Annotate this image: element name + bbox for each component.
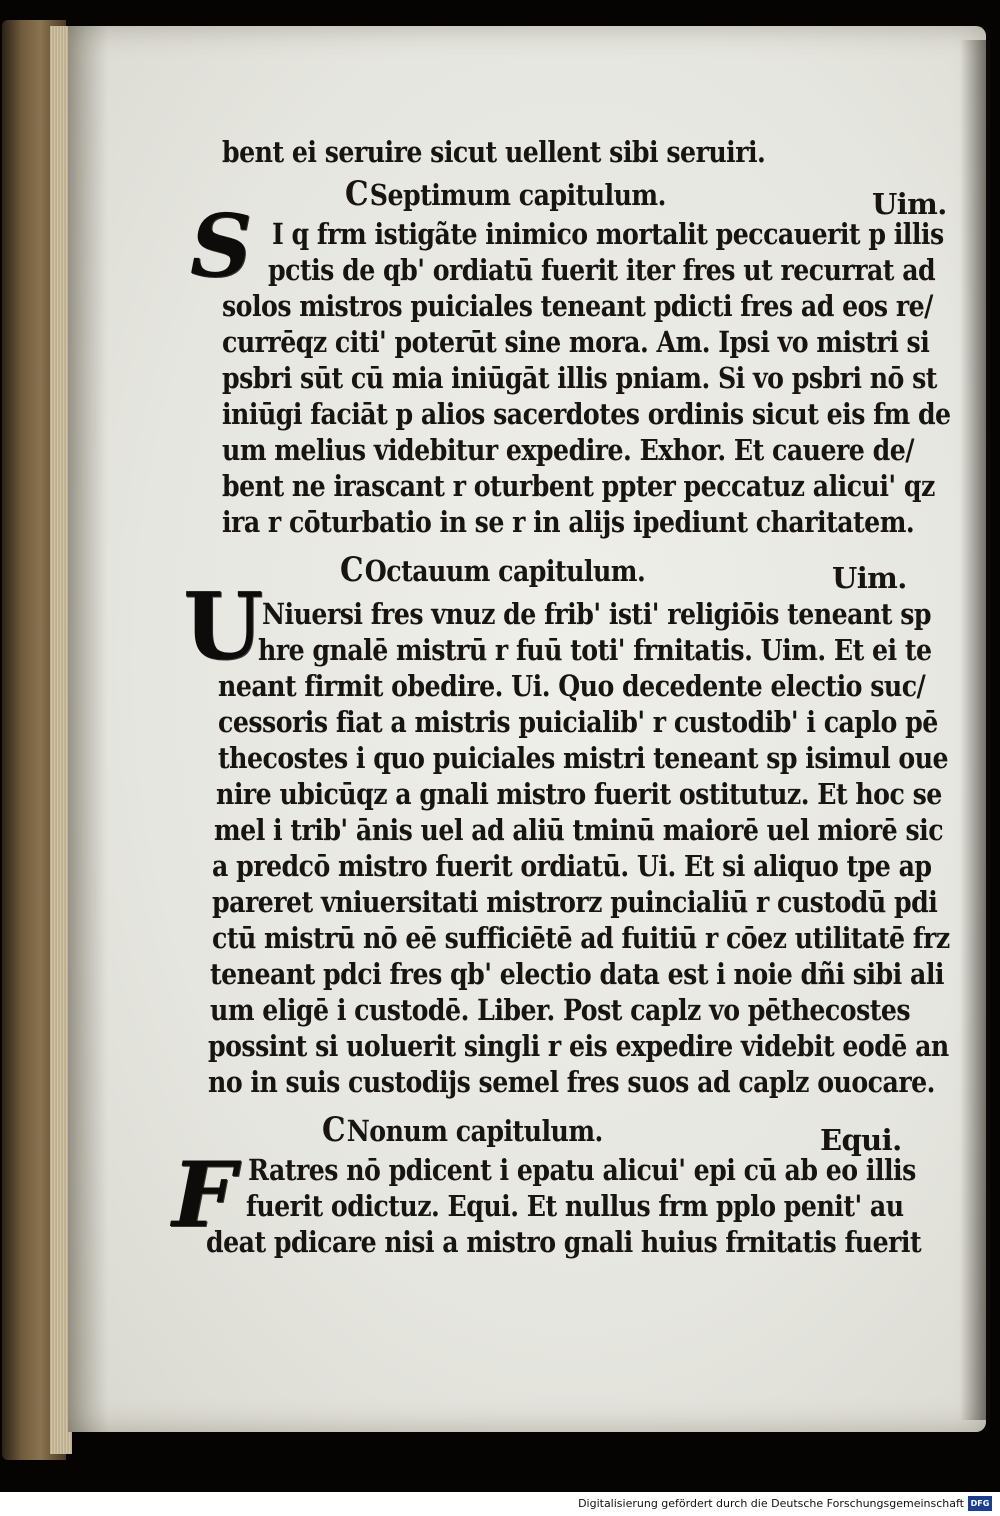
marginal-note: Uim.: [832, 561, 907, 595]
text-line: nire ubicūqz a gnali mistro fuerit ostitutuz. Et hoc se: [216, 777, 942, 811]
text-line: possint si uoluerit singli r eis expedire videbit eodē an: [208, 1029, 949, 1063]
funding-credit: Digitalisierung gefördert durch die Deutsche Forschungsgemeinschaft: [578, 1497, 964, 1510]
decorated-initial: S: [190, 196, 252, 297]
pilcrow-icon: C: [345, 174, 369, 214]
text-line: um melius videbitur expedire. Exhor. Et cauere de/: [222, 433, 914, 467]
marginal-note: Uim.: [872, 187, 947, 221]
text-line: ctū mistrū nō eē sufficiētē ad fuitiū r cōez utilitatē frz: [212, 921, 950, 955]
text-line: cessoris fiat a mistris puicialib' r custodib' i caplo pē: [218, 705, 938, 739]
chapter-heading: [345, 176, 666, 213]
marginal-note: Equi.: [820, 1123, 902, 1157]
text-line: um eligē i custodē. Liber. Post caplz vo pēthecostes: [210, 993, 911, 1027]
text-line: fuerit odictuz. Equi. Et nullus frm pplo penit' au: [246, 1189, 904, 1223]
text-line: bent ne irascant r oturbent ppter peccatuz alicui' qz: [222, 469, 935, 503]
text-line: currēqz citi' poterūt sine mora. Am. Ipsi vo mistri si: [222, 325, 930, 359]
text-line: a predcō mistro fuerit ordiatū. Ui. Et si aliquo tpe ap: [212, 849, 932, 883]
text-line: I q frm istigãte inimico mortalit peccauerit p illis: [272, 217, 944, 251]
chapter-heading-text: Septimum capitulum.: [369, 178, 666, 212]
text-line: bent ei seruire sicut uellent sibi seruiri.: [222, 135, 766, 169]
chapter-heading-text: Octauum capitulum.: [364, 554, 646, 588]
text-line: deat pdicare nisi a mistro gnali huius frnitatis fuerit: [206, 1225, 922, 1259]
text-line: Ratres nō pdicent i epatu alicui' epi cū ab eo illis: [248, 1153, 916, 1187]
pilcrow-icon: C: [322, 1110, 346, 1150]
digitization-footer: [0, 1492, 1000, 1516]
text-line: iniūgi faciāt p alios sacerdotes ordinis sicut eis fm de: [222, 397, 951, 431]
chapter-heading-text: Nonum capitulum.: [346, 1114, 603, 1148]
dfg-logo-icon: DFG: [968, 1496, 992, 1511]
text-line: thecostes i quo puiciales mistri teneant sp isimul oue: [218, 741, 949, 775]
text-line: solos mistros puiciales teneant pdicti fres ad eos re/: [222, 289, 933, 323]
text-line: mel i trib' ānis uel ad aliū tminū maiorē uel miorē sic: [214, 813, 944, 847]
text-line: pctis de qb' ordiatū fuerit iter fres ut recurrat ad: [268, 253, 936, 287]
text-line: no in suis custodijs semel fres suos ad caplz ouocare.: [208, 1065, 935, 1099]
text-line: psbri sūt cū mia iniūgāt illis pniam. Si vo psbri nō st: [222, 361, 937, 395]
text-line: hre gnalē mistrū r fuū toti' frnitatis. Uim. Et ei te: [258, 633, 932, 667]
chapter-heading: [322, 1112, 603, 1149]
text-line: neant firmit obedire. Ui. Quo decedente electio suc/: [218, 669, 926, 703]
text-line: teneant pdci fres qb' electio data est i noie dñi sibi ali: [210, 957, 944, 991]
text-line: pareret vniuersitati mistrorz puincialiū r custodū pdi: [212, 885, 938, 919]
text-line: Niuersi fres vnuz de frib' isti' religiōis teneant sp: [262, 597, 932, 631]
decorated-initial: F: [172, 1142, 236, 1248]
pilcrow-icon: C: [340, 550, 364, 590]
decorated-initial: U: [183, 572, 263, 680]
chapter-heading: [340, 552, 645, 589]
text-line: ira r cōturbatio in se r in alijs ipediunt charitatem.: [222, 505, 915, 539]
